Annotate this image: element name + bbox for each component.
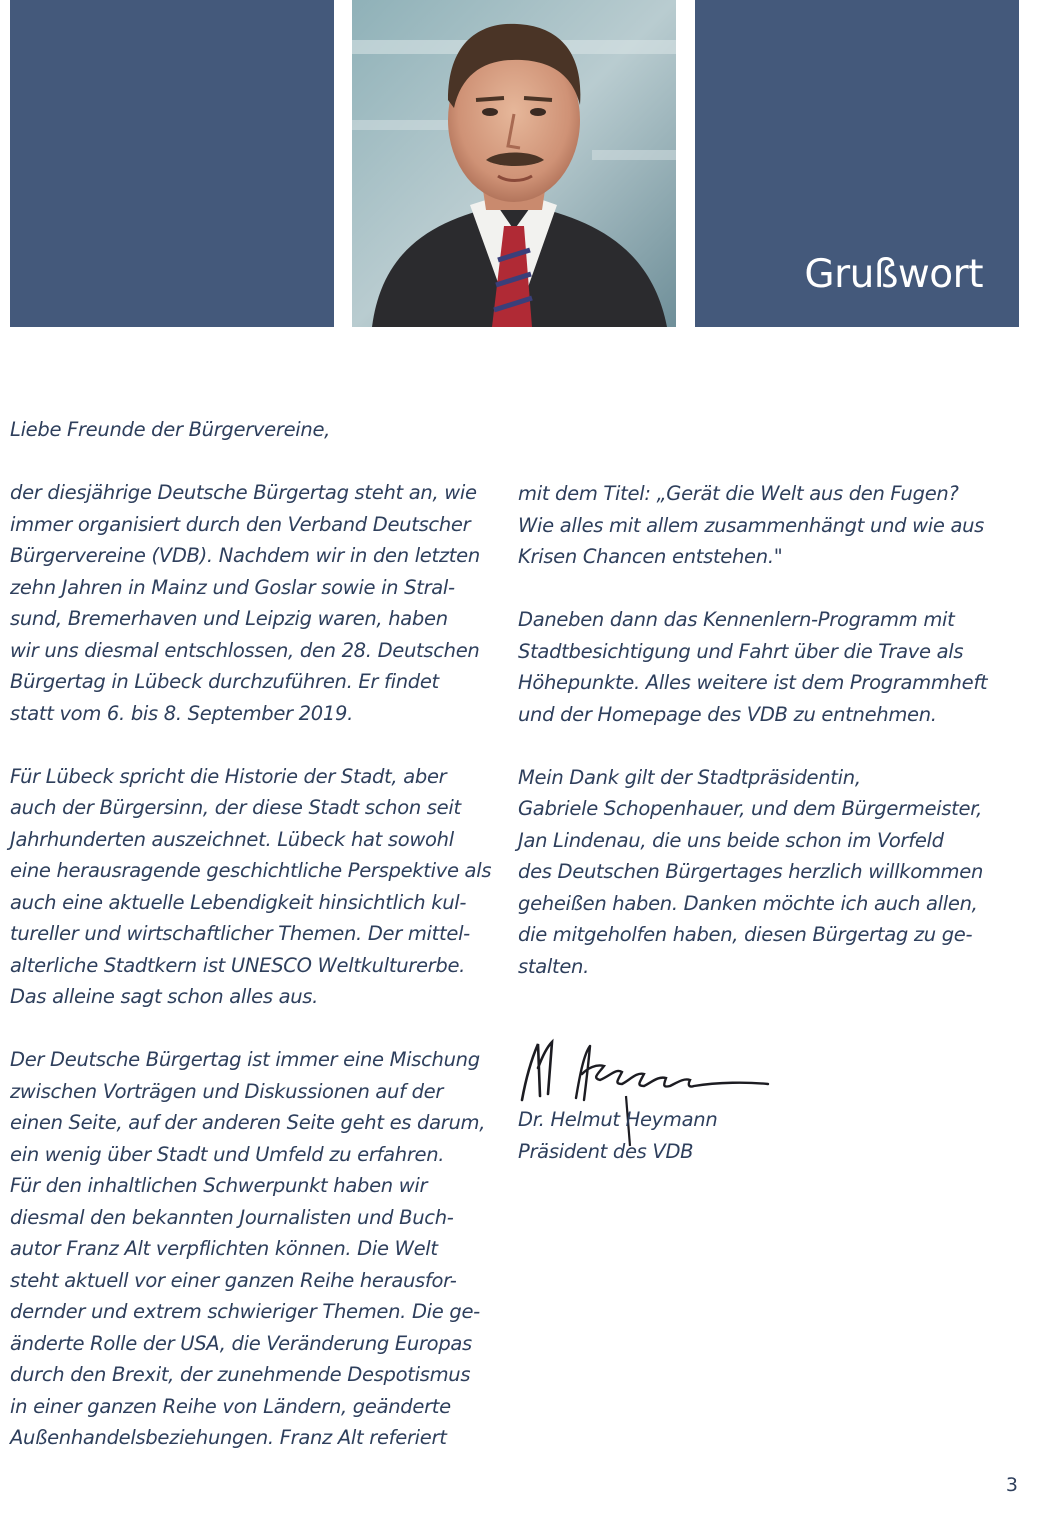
- text-line: steht aktuell vor einer ganzen Reihe herausfor-: [10, 1268, 457, 1292]
- text-line: Jahrhunderten auszeichnet. Lübeck hat sowohl: [10, 827, 454, 851]
- paragraph-3: [10, 1044, 490, 1454]
- text-line: tureller und wirtschaftlicher Themen. Der mittel-: [10, 922, 470, 945]
- paragraph-2: [10, 761, 490, 1013]
- text-line: dernder und extrem schwieriger Themen. Die ge-: [10, 1300, 480, 1323]
- text-line: Mein Dank gilt der Stadtpräsidentin,: [518, 765, 861, 789]
- text-line: auch der Bürgersinn, der diese Stadt schon seit: [10, 796, 461, 819]
- text-line: zehn Jahren in Mainz und Goslar sowie in Stral-: [10, 575, 455, 599]
- text-line: Daneben dann das Kennenlern-Programm mit: [518, 608, 955, 631]
- text-line: änderte Rolle der USA, die Veränderung Europas: [10, 1331, 472, 1355]
- paragraph-6: [518, 762, 988, 983]
- right-text-column: [518, 478, 988, 1014]
- text-line: zwischen Vorträgen und Diskussionen auf der: [10, 1079, 444, 1103]
- text-line: Bürgervereine (VDB). Nachdem wir in den letzten: [10, 544, 480, 567]
- page-title: Grußwort: [804, 252, 983, 297]
- header-panel-left: [10, 0, 334, 327]
- text-line: mit dem Titel: „Gerät die Welt aus den Fugen?: [518, 482, 959, 505]
- text-line: in einer ganzen Reihe von Ländern, geänderte: [10, 1394, 451, 1418]
- text-line: des Deutschen Bürgertages herzlich willkommen: [518, 860, 984, 883]
- text-line: Jan Lindenau, die uns beide schon im Vorfeld: [518, 828, 944, 852]
- text-line: die mitgeholfen haben, diesen Bürgertag zu ge-: [518, 923, 973, 946]
- text-line: immer organisiert durch den Verband Deutscher: [10, 512, 471, 536]
- text-line: stalten.: [518, 954, 589, 978]
- text-line: Außenhandelsbeziehungen. Franz Alt referiert: [10, 1426, 447, 1449]
- paragraph-1: [10, 477, 490, 729]
- text-line: Der Deutsche Bürgertag ist immer eine Mischung: [10, 1048, 480, 1071]
- portrait-illustration: [352, 0, 676, 327]
- text-line: ein wenig über Stadt und Umfeld zu erfahren.: [10, 1142, 445, 1166]
- text-line: autor Franz Alt verpflichten können. Die Welt: [10, 1237, 438, 1260]
- text-line: Bürgertag in Lübeck durchzuführen. Er findet: [10, 670, 439, 693]
- text-line: sund, Bremerhaven und Leipzig waren, haben: [10, 607, 448, 630]
- text-line: eine herausragende geschichtliche Perspektive als: [10, 859, 492, 882]
- paragraph-4: [518, 478, 988, 573]
- paragraph-5: [518, 604, 988, 730]
- signer-info: [518, 1104, 717, 1167]
- page-number: 3: [1005, 1474, 1018, 1496]
- text-line: diesmal den bekannten Journalisten und Buch-: [10, 1205, 454, 1229]
- greeting: Liebe Freunde der Bürgervereine,: [10, 418, 331, 441]
- text-line: auch eine aktuelle Lebendigkeit hinsichtlich kul-: [10, 890, 467, 914]
- text-line: wir uns diesmal entschlossen, den 28. Deutschen: [10, 638, 480, 662]
- text-line: einen Seite, auf der anderen Seite geht es darum,: [10, 1111, 486, 1134]
- left-text-column: [10, 414, 490, 1485]
- text-line: Krisen Chancen entstehen.": [518, 545, 783, 568]
- text-line: Das alleine sagt schon alles aus.: [10, 985, 319, 1008]
- text-line: Gabriele Schopenhauer, und dem Bürgermeister,: [518, 797, 983, 820]
- text-line: und der Homepage des VDB zu entnehmen.: [518, 702, 937, 726]
- signer-name: Dr. Helmut Heymann: [518, 1108, 718, 1131]
- text-line: durch den Brexit, der zunehmende Despotismus: [10, 1363, 471, 1386]
- text-line: Höhepunkte. Alles weitere ist dem Programmheft: [518, 671, 988, 694]
- text-line: Für den inhaltlichen Schwerpunkt haben wir: [10, 1174, 428, 1197]
- signature-block: [518, 1038, 798, 1168]
- portrait-photo: [352, 0, 676, 327]
- text-line: Für Lübeck spricht die Historie der Stadt, aber: [10, 764, 447, 788]
- text-line: Stadtbesichtigung und Fahrt über die Trave als: [518, 639, 964, 663]
- text-line: statt vom 6. bis 8. September 2019.: [10, 701, 353, 725]
- text-line: Wie alles mit allem zusammenhängt und wie aus: [518, 513, 985, 537]
- header-panel-right: [695, 0, 1019, 327]
- text-line: alterliche Stadtkern ist UNESCO Weltkulturerbe.: [10, 953, 466, 977]
- signer-role: Präsident des VDB: [518, 1139, 694, 1163]
- text-line: der diesjährige Deutsche Bürgertag steht an, wie: [10, 481, 477, 504]
- text-line: geheißen haben. Danken möchte ich auch allen,: [518, 891, 978, 915]
